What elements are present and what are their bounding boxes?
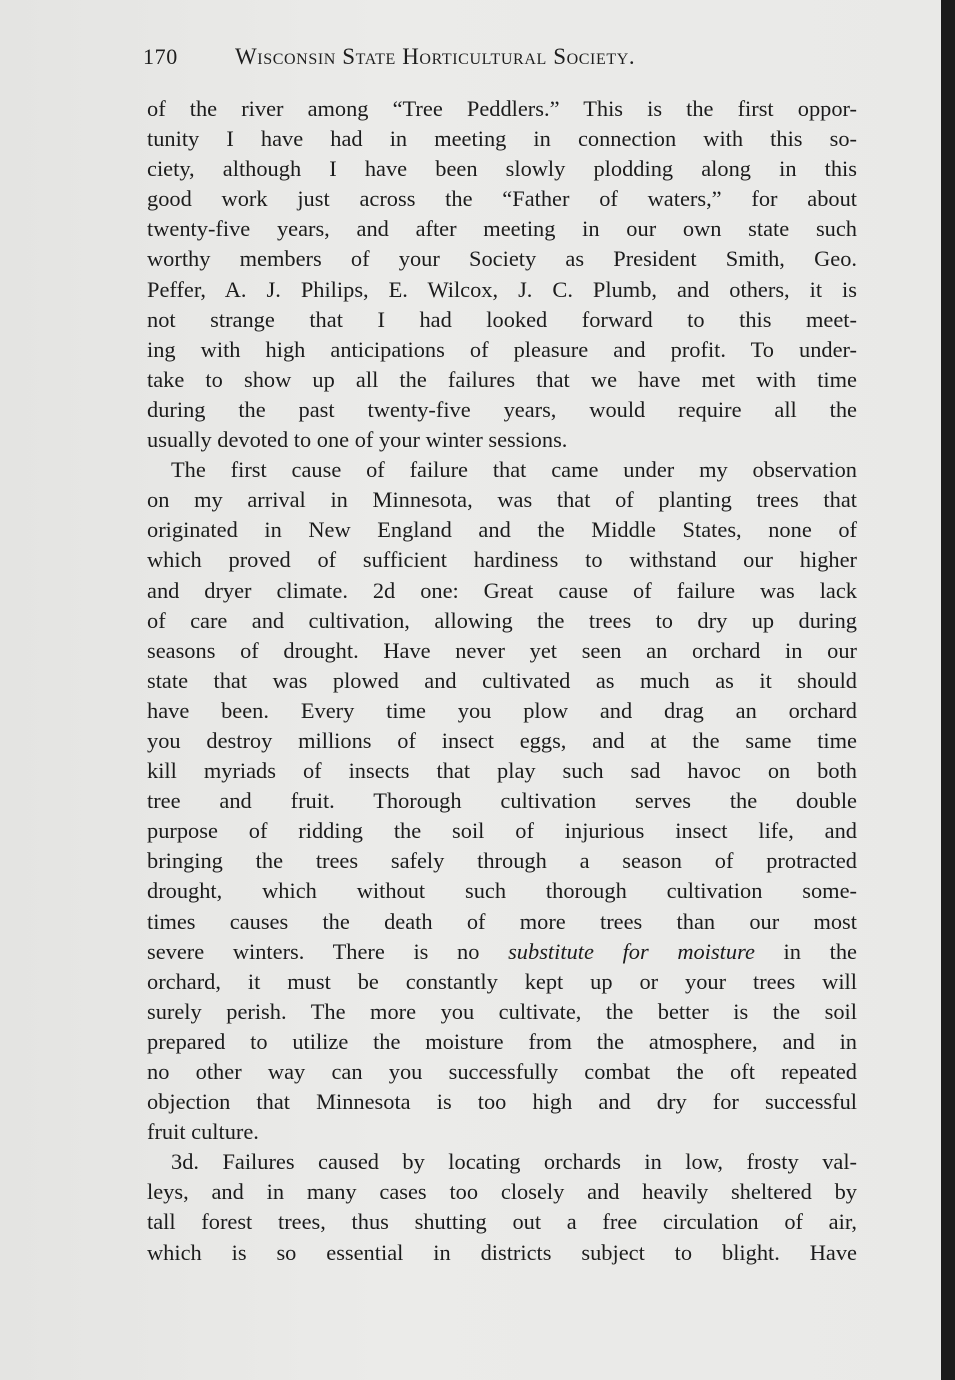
text-line: tall forest trees, thus shutting out a free circulation of air, <box>147 1209 857 1235</box>
text-line: which is so essential in districts subject to blight. Have <box>147 1239 857 1265</box>
text-line: no other way can you successfully combat the oft repeated <box>147 1059 857 1084</box>
text-line: surely perish. The more you cultivate, the better is the soil <box>147 998 857 1024</box>
text-line: not strange that I had looked forward to this meet- <box>147 306 857 332</box>
text-line: The first cause of failure that came under my observation <box>171 457 857 483</box>
text-line: of care and cultivation, allowing the trees to dry up during <box>147 607 857 633</box>
text-line: usually devoted to one of your winter sessions. <box>147 427 568 453</box>
text-line: good work just across the “Father of waters,” for about <box>147 186 857 212</box>
text-line: objection that Minnesota is too high and dry for successful <box>147 1089 857 1115</box>
text-line: during the past twenty-five years, would require all the <box>147 396 857 422</box>
text-line: twenty-five years, and after meeting in our own state such <box>147 216 857 242</box>
text-line: tunity I have had in meeting in connection with this so- <box>147 126 857 152</box>
text-line: tree and fruit. Thorough cultivation serves the double <box>147 788 857 814</box>
text-line: Peffer, A. J. Philips, E. Wilcox, J. C. Plumb, and others, it is <box>147 276 857 302</box>
text-line: have been. Every time you plow and drag an orchard <box>147 697 857 723</box>
page-edge-shadow <box>941 0 955 1380</box>
text-line <box>147 937 857 967</box>
body-text <box>147 94 857 1268</box>
text-segment: severe winters. There is no <box>147 938 509 964</box>
text-line: leys, and in many cases too closely and heavily sheltered by <box>147 1179 857 1205</box>
text-line: of the river among “Tree Peddlers.” This is the first oppor- <box>147 96 857 121</box>
text-line: bringing the trees safely through a season of protracted <box>147 848 857 874</box>
text-line: take to show up all the failures that we have met with time <box>147 366 857 392</box>
text-line: you destroy millions of insect eggs, and at the same time <box>147 727 857 753</box>
page-number: 170 <box>143 44 178 69</box>
running-title: Wisconsin State Horticultural Society. <box>235 44 636 69</box>
text-line: and dryer climate. 2d one: Great cause of failure was lack <box>147 577 857 603</box>
italic-phrase: substitute for moisture <box>508 938 755 964</box>
text-line: which proved of sufficient hardiness to withstand our higher <box>147 547 857 573</box>
text-line: drought, which without such thorough cultivation some- <box>147 878 857 904</box>
text-line: purpose of ridding the soil of injurious insect life, and <box>147 818 857 844</box>
text-line: ciety, although I have been slowly plodding along in this <box>147 156 857 182</box>
text-line: on my arrival in Minnesota, was that of planting trees that <box>147 487 857 513</box>
running-header <box>143 44 783 70</box>
text-line: kill myriads of insects that play such sad havoc on both <box>147 758 857 784</box>
text-segment: in the <box>754 938 857 964</box>
text-line: prepared to utilize the moisture from the atmosphere, and in <box>147 1028 857 1054</box>
text-line: seasons of drought. Have never yet seen an orchard in our <box>147 637 857 663</box>
text-line: times causes the death of more trees than our most <box>147 908 857 934</box>
text-line: state that was plowed and cultivated as much as it should <box>147 667 857 693</box>
text-line: orchard, it must be constantly kept up or your trees will <box>147 968 857 994</box>
text-line: worthy members of your Society as President Smith, Geo. <box>147 246 857 272</box>
text-line: 3d. Failures caused by locating orchards in low, frosty val- <box>171 1149 857 1175</box>
text-line: originated in New England and the Middle States, none of <box>147 517 857 543</box>
text-line: fruit culture. <box>147 1119 259 1145</box>
text-line: ing with high anticipations of pleasure and profit. To under- <box>147 336 857 362</box>
